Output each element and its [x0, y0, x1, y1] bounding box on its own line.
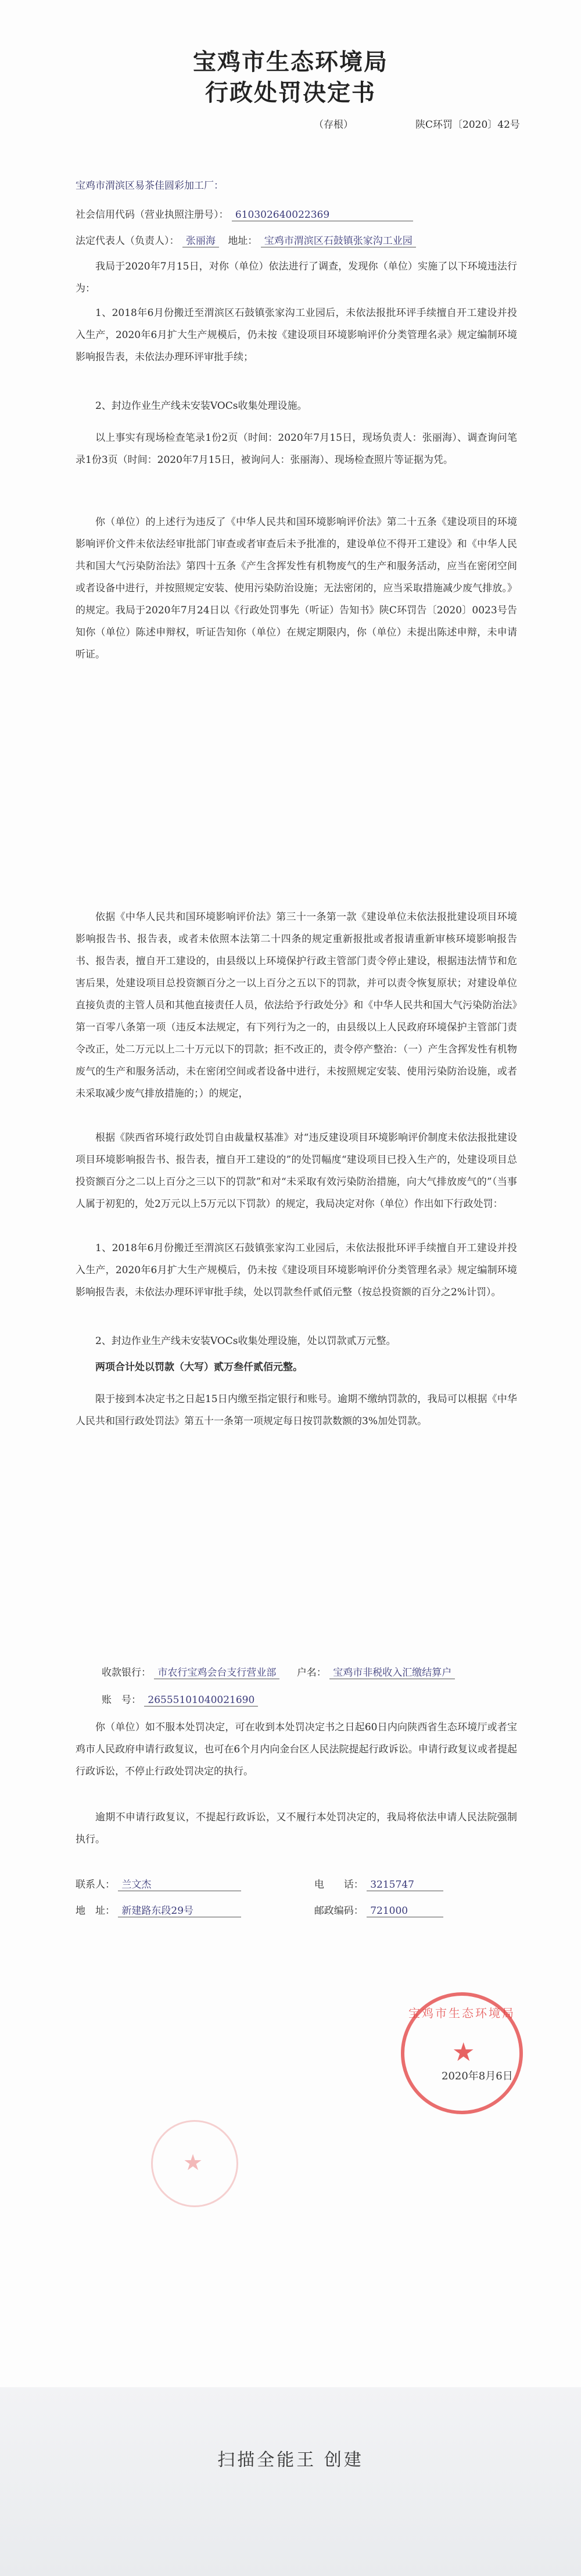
- payee-label: 户名：: [296, 1667, 327, 1679]
- star-icon: ★: [183, 2150, 203, 2175]
- star-icon: ★: [452, 2038, 475, 2067]
- violation-item-1: 1、2018年6月份搬迁至渭滨区石鼓镇张家沟工业园后，未依法报批环评手续擅自开工建设并投入生产，2020年6月扩大生产规模后，仍未按《建设项目环境影响评价分类管理名录》规定编制环境影响报告表，未依法办理环评审批手续；: [76, 307, 517, 363]
- penalty-total: 两项合计处以罚款（大写）贰万叁仟贰佰元整。: [95, 1361, 303, 1373]
- party-address: 宝鸡市渭滨区石鼓镇张家沟工业园: [261, 232, 416, 247]
- evidence-paragraph: 以上事实有现场检查笔录1份2页（时间：2020年7月15日，现场负责人：张丽海）、调查询问笔录1份3页（时间：2020年7月15日，被询问人：张丽海）、现场检查照片等证据为凭。: [76, 432, 517, 466]
- payment-paragraph: 限于接到本决定书之日起15日内缴至指定银行和账号。逾期不缴纳罚款的，我局可以根据《中华人民共和国行政处罚法》第五十一条第一项规定每日按罚款数额的3%加处罚款。: [76, 1393, 517, 1427]
- bank-label: 收款银行：: [102, 1667, 151, 1679]
- contact-person-label: 联系人：: [76, 1879, 115, 1891]
- payee-name: 宝鸡市非税收入汇缴结算户: [329, 1664, 455, 1679]
- violation-item-2: 2、封边作业生产线未安装VOCs收集处理设施。: [95, 400, 307, 412]
- credit-row: [76, 206, 413, 221]
- document-title: 宝鸡市生态环境局: [193, 48, 388, 76]
- rep-name: 张丽海: [182, 232, 219, 247]
- contact-address-label: 地 址：: [76, 1905, 115, 1917]
- contact-row-2: [76, 1902, 443, 1917]
- contact-address: 新建路东段29号: [118, 1902, 241, 1917]
- seal-text: 宝鸡市生态环境局: [408, 2006, 515, 2020]
- rep-row: [76, 232, 416, 247]
- intro-paragraph: 我局于2020年7月15日，对你（单位）依法进行了调查，发现你（单位）实施了以下环境违法行为：: [76, 261, 517, 294]
- credit-code: 610302640022369: [232, 209, 413, 221]
- party-name: 宝鸡市渭滨区易茶佳圆彩加工厂：: [76, 180, 224, 192]
- penalty-item-1: 1、2018年6月份搬迁至渭滨区石鼓镇张家沟工业园后，未依法报批环评手续擅自开工建设并投入生产，2020年6月扩大生产规模后，仍未按《建设项目环境影响评价分类管理名录》规定编制环境影响报告表，未依法办理环评审批手续，处以罚款叁仟贰佰元整（按总投资额的百分之2%计罚）。: [76, 1242, 517, 1298]
- violation-paragraph: 你（单位）的上述行为违反了《中华人民共和国环境影响评价法》第二十五条《建设项目的环境影响评价文件未依法经审批部门审查或者审查后未予批准的，建设单位不得开工建设》和《中华人民共和国大气污染防治法》第四十五条《产生含挥发性有机物废气的生产和服务活动，应当在密闭空间或者设备中进行，并按照规定安装、使用污染防治设施；无法密闭的，应当采取措施减少废气排放。》的规定。我局于2020年7月24日以《行政处罚事先（听证）告知书》陕C环罚告〔2020〕0023号告知你（单位）陈述申辩权，听证告知你（单位）在规定期限内，你（单位）未提出陈述申辩，未申请听证。: [76, 516, 517, 660]
- discretion-paragraph: 根据《陕西省环境行政处罚自由裁量权基准》对“违反建设项目环境影响评价制度未依法报批建设项目环境影响报告书、报告表，擅自开工建设的”的处罚幅度“建设项目已投入生产的，处建设项目总投资额百分之二以上百分之三以下的罚款”和对“未采取有效污染防治措施，向大气排放废气的”（当事人属于初犯的，处2万元以上5万元以下罚款）的规定，我局决定对你（单位）作出如下行政处罚：: [76, 1132, 517, 1210]
- scanner-footer: [0, 2387, 581, 2576]
- scanner-watermark: 扫描全能王 创建: [217, 2450, 364, 2470]
- contact-row-1: [76, 1876, 443, 1891]
- decision-date: 2020年8月6日: [442, 2070, 513, 2082]
- account-number: 26555101040021690: [144, 1694, 258, 1706]
- account-row: [102, 1691, 258, 1706]
- enforcement-paragraph: 逾期不申请行政复议，不提起行政诉讼，又不履行本处罚决定的，我局将依法申请人民法院强制执行。: [76, 1812, 517, 1845]
- archive-label: （存根）: [314, 119, 353, 131]
- penalty-item-2: 2、封边作业生产线未安装VOCs收集处理设施，处以罚款贰万元整。: [95, 1335, 396, 1347]
- zip-label: 邮政编码：: [314, 1905, 364, 1917]
- official-seal: [401, 1992, 523, 2114]
- phone-label: 电 话：: [314, 1879, 364, 1891]
- document-subtitle: 行政处罚决定书: [205, 79, 376, 106]
- doc-number: 陕C环罚〔2020〕42号: [415, 119, 520, 131]
- account-label: 账 号：: [102, 1694, 141, 1706]
- bank-row: [102, 1664, 455, 1679]
- contact-zip: 721000: [367, 1905, 443, 1917]
- appeal-paragraph: 你（单位）如不服本处罚决定，可在收到本处罚决定书之日起60日内向陕西省生态环境厅或者宝鸡市人民政府申请行政复议，也可在6个月内向金台区人民法院提起行政诉讼。申请行政复议或者提起行政诉讼，不停止行政处罚决定的执行。: [76, 1722, 517, 1777]
- contact-phone: 3215747: [367, 1879, 443, 1891]
- faded-seal-impression: [151, 2120, 238, 2207]
- addr-label: 地址：: [228, 235, 258, 247]
- credit-label: 社会信用代码（营业执照注册号）：: [76, 209, 229, 221]
- legal-basis-paragraph: 依据《中华人民共和国环境影响评价法》第三十一条第一款《建设单位未依法报批建设项目环境影响报告书、报告表，或者未依照本法第二十四条的规定重新报批或者报请重新审核环境影响报告书、报告表，擅自开工建设的，由县级以上环境保护行政主管部门责令停止建设，根据违法情节和危害后果，处建设项目总投资额百分之一以上百分之五以下的罚款，并可以责令恢复原状；对建设单位直接负责的主管人员和其他直接责任人员，依法给予行政处分》和《中华人民共和国大气污染防治法》第一百零八条第一项（违反本法规定，有下列行为之一的，由县级以上人民政府环境保护主管部门责令改正，处二万元以上二十万元以下的罚款；拒不改正的，责令停产整治：（一）产生含挥发性有机物废气的生产和服务活动，未在密闭空间或者设备中进行，未按照规定安装、使用污染防治设施，或者未采取减少废气排放措施的；）的规定，: [76, 911, 517, 1100]
- bank-name: 市农行宝鸡会台支行营业部: [154, 1664, 279, 1679]
- rep-label: 法定代表人（负责人）：: [76, 235, 180, 247]
- contact-person: 兰文杰: [118, 1876, 241, 1891]
